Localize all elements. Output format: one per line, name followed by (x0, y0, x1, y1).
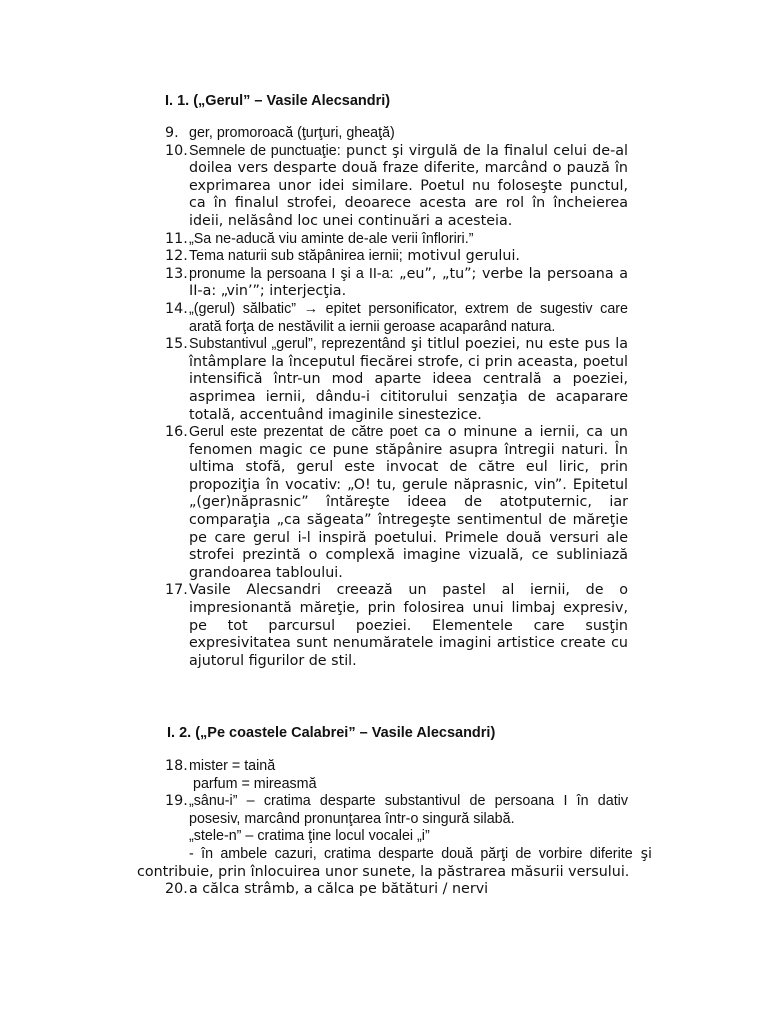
item-number: 12. (165, 248, 188, 265)
section-heading-gerul: I. 1. („Gerul” – Vasile Alecsandri) (165, 93, 391, 109)
list-item (165, 143, 628, 231)
item-lead: „(gerul) sălbatic” → epitet personificator, extrem de sugestiv care arată forţa de nestăvilit a iernii geroase acaparând natura. (189, 300, 628, 335)
item-number: 18. (165, 758, 188, 774)
item-lead: pronume la persoana I şi a II-a: (189, 265, 394, 282)
item-text: a călca strâmb, a călca pe bătături / nervi (189, 881, 489, 898)
item-text: punct şi virgulă de la finalul celui de-al doilea vers desparte două fraze diferite, marcând o pauză în exprimarea unor idei similare. Poetul nu foloseşte punctul, ca în finalul strofei, deoarece acesta are rol în încheierea ideii, nelăsând loc unei continuări a acesteia. (189, 142, 628, 229)
item-text: parfum = mireasmă (193, 775, 317, 792)
item-text: Vasile Alecsandri creează un pastel al iernii, de o impresionantă măreţie, prin folosirea unui limbaj expresiv, pe tot parcursul poeziei. Elementele care susţin expresivitatea sunt nenumăratele imagini artistice create cu ajutorul figurilor de stil. (189, 582, 628, 669)
list-item (165, 125, 628, 143)
item-number: 14. (165, 300, 188, 317)
item-number: 19. (165, 793, 188, 810)
item-lead: Semnele de punctuaţie: (189, 142, 341, 159)
item-number: 16. (165, 424, 188, 441)
item-number: 11. (165, 230, 188, 247)
list-item (165, 248, 628, 266)
list-item (165, 301, 628, 336)
item-text: „eu”, „tu”; verbe la persoana a II-a: „vin’”; interjecţia. (189, 265, 628, 300)
item-number: 13. (165, 265, 188, 282)
item-number: 10. (165, 142, 188, 159)
item-text: mister = taină (189, 758, 276, 774)
item-text: şi titlul poeziei, nu este pus la întâmplare la începutul fiecărei strofe, ci prin aceasta, poetul intensifică într-un mod aparte ideea centrală a poeziei, asprimea iernii, dându-i cititorului senzaţia de acaparare totală, accentuând imaginile sinestezice. (189, 336, 628, 423)
list-item (165, 758, 628, 793)
item-text: „stele-n” – cratima ţine locul vocalei „i” (189, 828, 430, 845)
dash-note (137, 846, 652, 881)
list-item (165, 336, 628, 424)
item-lead: Substantivul „gerul”, reprezentând (189, 336, 406, 353)
list-item (165, 266, 628, 301)
item-number: 15. (165, 336, 188, 353)
item-lead: Tema naturii sub stăpânirea iernii; (189, 248, 403, 265)
item-number: 20. (165, 881, 188, 898)
item-number: 9. (165, 125, 179, 141)
note-lead: - în ambele cazuri, cratima desparte două părţi de vorbire diferite (189, 845, 633, 862)
list-item (165, 582, 628, 670)
item-lead: „Sa ne-aducă viu aminte de-ale verii înfloriri.” (189, 230, 474, 247)
list-item (137, 793, 652, 881)
note-text: şi contribuie, prin înlocuirea unor sunete, la păstrarea măsurii versului. (137, 845, 652, 880)
item-text: motivul gerului. (402, 248, 520, 265)
item-text: „sânu-i” – cratima desparte substantivul de persoana I în dativ posesiv, marcând pronunţarea într-o singură silabă. (189, 793, 628, 827)
answer-list-calabrei (137, 758, 652, 899)
item-lead: ger, promoroacă (ţurţuri, gheaţă) (189, 125, 395, 141)
answer-list-gerul (165, 125, 628, 670)
list-item (165, 424, 628, 582)
list-item (165, 881, 628, 899)
list-item (165, 231, 628, 249)
section-heading-calabrei: I. 2. („Pe coastele Calabrei” – Vasile Alecsandri) (167, 725, 496, 741)
item-number: 17. (165, 582, 188, 599)
item-text: ca o minune a iernii, ca un fenomen magic ce pune stăpânire asupra întregii naturi. În ultima stofă, gerul este invocat de către eul liric, prin propoziţia în vocativ: „O! tu, gerule năprasnic, vin”. Epitetul „(ger)năprasnic” întăreşte ideea de atotputernic, iar comparaţia „ca săgeata” întregeşte sentimentul de măreţie pe care gerul i-l inspiră poetului. Primele două versuri ale strofei prezintă o complexă imagine vizuală, ce subliniază grandoarea tabloului. (189, 424, 628, 581)
item-lead: Gerul este prezentat de către poet (189, 424, 418, 441)
